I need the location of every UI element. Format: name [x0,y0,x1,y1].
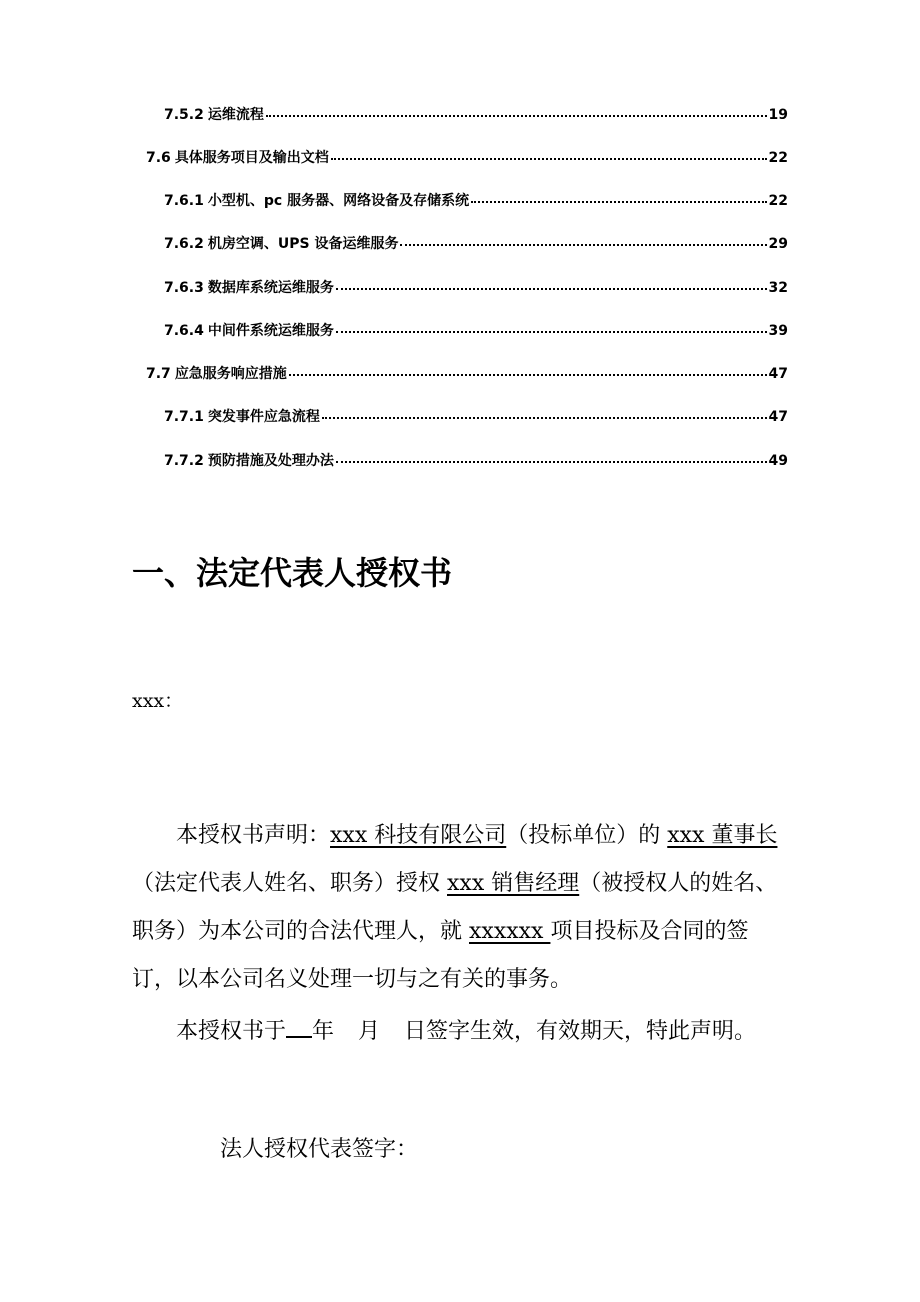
year-label: 年 [312,1019,335,1044]
toc-leader [336,276,767,290]
toc-page: 39 [768,323,788,339]
toc-number: 7.6.4 [164,323,204,339]
toc-title: 应急服务响应措施 [174,366,287,382]
toc-entry-7-6-1[interactable] [164,191,788,211]
validity-text: 本授权书于 [176,1019,287,1044]
company-name: xxx 科技有限公司 [330,823,507,848]
toc-page: 19 [768,107,788,123]
toc-number: 7.7.1 [164,409,204,425]
authorization-statement [132,812,792,1004]
toc-number: 7.7 [146,366,171,382]
toc-entry-7-6[interactable] [146,148,788,168]
validity-statement [132,1010,792,1054]
project-name: xxxxxx [469,919,551,944]
toc-entry-7-6-2[interactable] [164,234,788,254]
toc-number: 7.6 [146,150,171,166]
toc-title: 运维流程 [207,107,264,123]
toc-entry-7-7-2[interactable] [164,451,788,471]
toc-title: 中间件系统运维服务 [207,323,334,339]
statement-text: 项目投标及合同的签订，以本公司名义处理一切与之有关的事务。 [132,919,749,992]
toc-entry-7-7-1[interactable] [164,407,788,427]
statement-text: （法定代表人姓名、职务）授权 [132,871,447,896]
statement-text: （被授权人的姓名、职务）为本公司的合法代理人，就 [132,871,778,944]
toc-number: 7.6.3 [164,280,204,296]
section-heading: 一、法定代表人授权书 [132,554,453,592]
toc-page: 47 [768,409,788,425]
toc-page: 22 [768,150,788,166]
addressee: xxx： [132,690,184,712]
toc-page: 47 [768,366,788,382]
month-label: 月 [358,1019,381,1044]
toc-number: 7.7.2 [164,453,204,469]
validity-text: 日签字生效，有效期天，特此声明。 [404,1019,757,1044]
toc-page: 32 [768,280,788,296]
toc-entry-7-6-3[interactable] [164,278,788,298]
authorized-agent: xxx 销售经理 [447,871,580,896]
toc-number: 7.6.1 [164,193,204,209]
toc-leader [336,319,767,333]
toc-entry-7-7[interactable] [146,364,788,384]
toc-leader [400,232,766,246]
toc-title: 预防措施及处理办法 [207,453,334,469]
toc-page: 29 [768,236,788,252]
toc-leader [289,362,767,376]
toc-title: 数据库系统运维服务 [207,280,334,296]
toc-page: 49 [768,453,788,469]
statement-text: （投标单位）的 [506,823,668,848]
toc-title: 机房空调、UPS 设备运维服务 [207,236,399,252]
toc-title: 具体服务项目及输出文档 [174,150,329,166]
toc-leader [331,146,767,160]
toc-leader [322,405,767,419]
toc-page: 22 [768,193,788,209]
legal-representative: xxx 董事长 [667,823,778,848]
toc-entry-7-6-4[interactable] [164,321,788,341]
signature-label: 法人授权代表签字： [220,1137,419,1162]
toc-leader [471,189,766,203]
toc-leader [266,103,767,117]
toc-entry-7-5-2[interactable] [164,105,788,125]
toc-title: 小型机、pc 服务器、网络设备及存储系统 [207,193,470,209]
toc-number: 7.5.2 [164,107,204,123]
statement-text: 本授权书声明： [176,823,331,848]
toc-number: 7.6.2 [164,236,204,252]
toc-title: 突发事件应急流程 [207,409,320,425]
year-blank[interactable] [286,1014,312,1038]
toc-leader [336,449,767,463]
